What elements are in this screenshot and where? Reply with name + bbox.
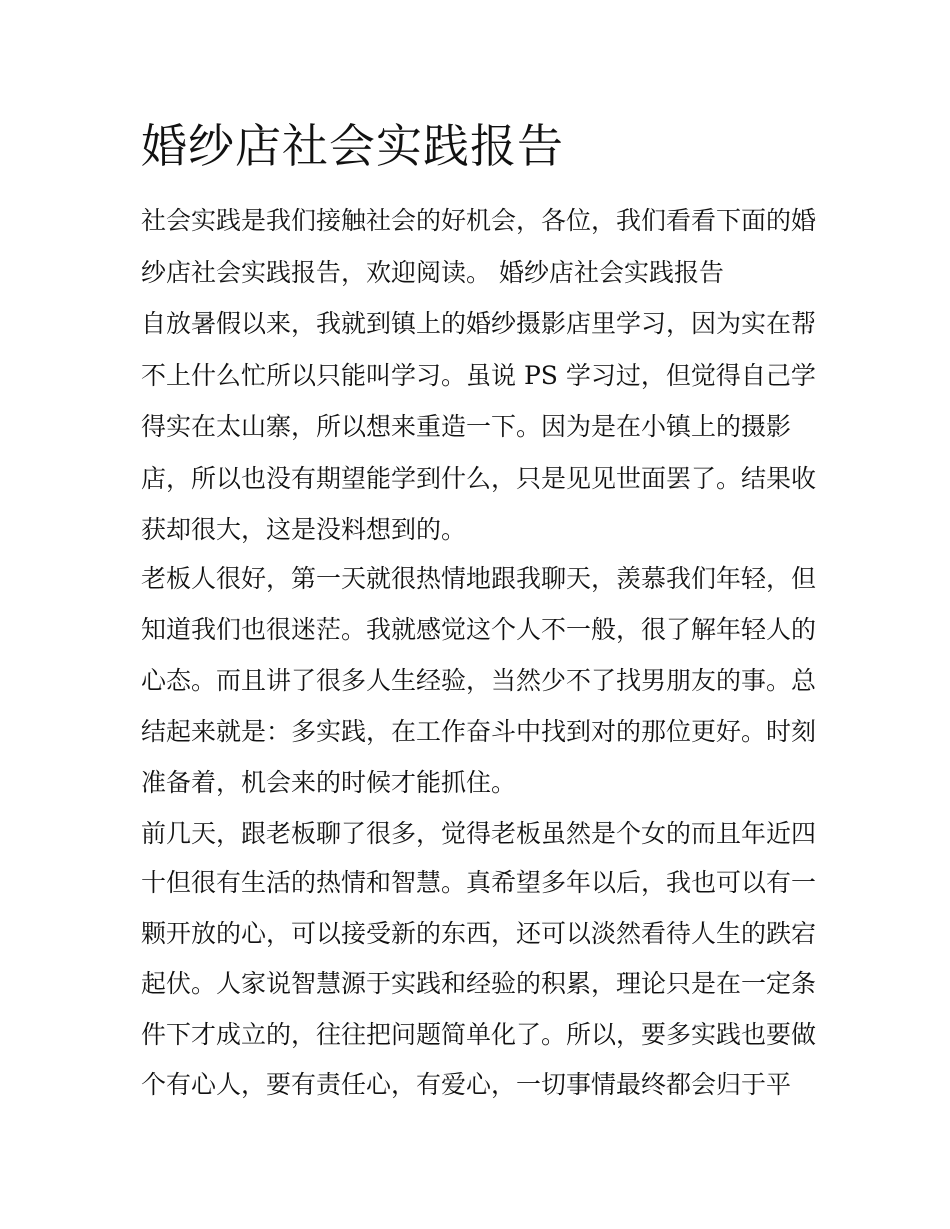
body-line: 自放暑假以来，我就到镇上的婚纱摄影店里学习，因为实在帮 — [141, 309, 817, 338]
body-line: 老板人很好，第一天就很热情地跟我聊天，羡慕我们年轻，但 — [141, 564, 817, 593]
body-line: 得实在太山寨，所以想来重造一下。因为是在小镇上的摄影 — [141, 412, 792, 441]
body-line: 前几天，跟老板聊了很多，觉得老板虽然是个女的而且年近四 — [141, 819, 817, 848]
body-line: 结起来就是：多实践，在工作奋斗中找到对的那位更好。时刻 — [141, 717, 817, 746]
body-line: 知道我们也很迷茫。我就感觉这个人不一般，很了解年轻人的 — [141, 615, 817, 644]
body-line: 社会实践是我们接触社会的好机会，各位，我们看看下面的婚 — [141, 206, 817, 235]
body-line: 获却很大，这是没料想到的。 — [141, 515, 467, 544]
body-line: 店，所以也没有期望能学到什么，只是见见世面罢了。结果收 — [141, 464, 817, 493]
body-line: 准备着，机会来的时候才能抓住。 — [141, 768, 517, 797]
body-line: 件下才成立的，往往把问题简单化了。所以，要多实践也要做 — [141, 1020, 817, 1049]
body-line: 不上什么忙所以只能叫学习。虽说 PS 学习过，但觉得自己学 — [141, 361, 816, 390]
body-line: 颗开放的心，可以接受新的东西，还可以淡然看待人生的跌宕 — [141, 919, 817, 948]
body-line: 心态。而且讲了很多人生经验，当然少不了找男朋友的事。总 — [141, 666, 817, 695]
body-line: 十但很有生活的热情和智慧。真希望多年以后，我也可以有一 — [141, 868, 817, 897]
body-line: 个有心人，要有责任心，有爱心，一切事情最终都会归于平 — [141, 1070, 792, 1099]
document-title: 婚纱店社会实践报告 — [141, 119, 564, 173]
body-line: 纱店社会实践报告，欢迎阅读。 婚纱店社会实践报告 — [141, 258, 724, 287]
body-line: 起伏。人家说智慧源于实践和经验的积累，理论只是在一定条 — [141, 969, 817, 998]
